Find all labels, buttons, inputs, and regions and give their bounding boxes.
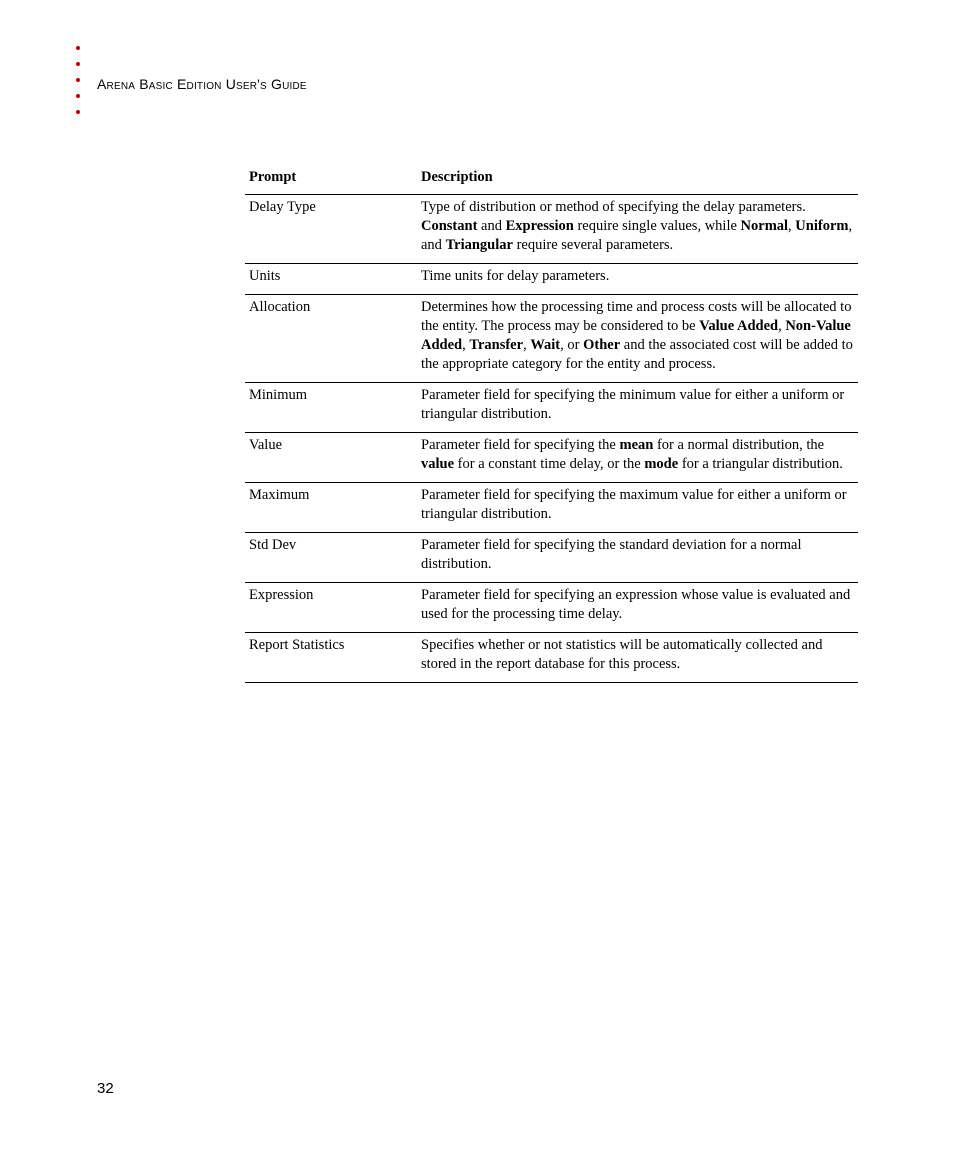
prompt-cell: Value bbox=[245, 433, 417, 483]
description-text: Parameter field for specifying the maximum value for either a uniform or triangular distribution. bbox=[421, 487, 847, 522]
description-cell bbox=[417, 264, 858, 295]
margin-bullets bbox=[73, 46, 83, 126]
prompt-cell: Allocation bbox=[245, 295, 417, 383]
bullet-dot bbox=[76, 110, 80, 114]
bold-term: Non-Value Added bbox=[421, 318, 851, 353]
column-header-prompt: Prompt bbox=[245, 166, 417, 195]
description-cell bbox=[417, 583, 858, 633]
prompt-cell: Maximum bbox=[245, 483, 417, 533]
description-cell bbox=[417, 533, 858, 583]
bullet-dot bbox=[76, 94, 80, 98]
description-text: , bbox=[778, 318, 786, 334]
bold-term: value bbox=[421, 456, 455, 472]
description-cell bbox=[417, 633, 858, 683]
prompt-cell: Expression bbox=[245, 583, 417, 633]
description-text: for a normal distribution, the bbox=[653, 437, 825, 453]
prompt-cell: Std Dev bbox=[245, 533, 417, 583]
bullet-dot bbox=[76, 62, 80, 66]
description-cell bbox=[417, 295, 858, 383]
description-cell bbox=[417, 383, 858, 433]
table-row bbox=[245, 633, 858, 683]
prompt-cell: Minimum bbox=[245, 383, 417, 433]
description-text: Parameter field for specifying the minimum value for either a uniform or triangular distribution. bbox=[421, 387, 845, 422]
description-text: Time units for delay parameters. bbox=[421, 268, 610, 284]
prompt-cell: Units bbox=[245, 264, 417, 295]
column-header-description: Description bbox=[417, 166, 858, 195]
table-row bbox=[245, 483, 858, 533]
table-body bbox=[245, 195, 858, 683]
description-text: Parameter field for specifying the bbox=[421, 437, 620, 453]
table-row bbox=[245, 264, 858, 295]
bullet-dot bbox=[76, 78, 80, 82]
description-text: , and bbox=[421, 218, 853, 253]
description-text: for a triangular distribution. bbox=[678, 456, 843, 472]
bold-term: Normal bbox=[740, 218, 789, 234]
bold-term: mode bbox=[644, 456, 679, 472]
bold-term: Wait bbox=[530, 337, 561, 353]
prompt-cell: Delay Type bbox=[245, 195, 417, 264]
description-text: Type of distribution or method of specifying the delay parameters. bbox=[421, 199, 806, 215]
table-row bbox=[245, 383, 858, 433]
running-header: Arena Basic Edition User's Guide bbox=[97, 76, 307, 92]
description-cell bbox=[417, 483, 858, 533]
description-text: Parameter field for specifying an expression whose value is evaluated and used for the processing time delay. bbox=[421, 587, 851, 622]
prompt-description-table bbox=[245, 166, 858, 683]
description-text: , bbox=[788, 218, 796, 234]
description-cell bbox=[417, 433, 858, 483]
prompt-table-container bbox=[245, 166, 858, 683]
table-row bbox=[245, 433, 858, 483]
table-row bbox=[245, 583, 858, 633]
table-row bbox=[245, 533, 858, 583]
bold-term: Constant bbox=[421, 218, 478, 234]
bold-term: Triangular bbox=[445, 237, 513, 253]
description-text: , or bbox=[560, 337, 584, 353]
prompt-cell: Report Statistics bbox=[245, 633, 417, 683]
table-row bbox=[245, 295, 858, 383]
table-row bbox=[245, 195, 858, 264]
description-cell bbox=[417, 195, 858, 264]
description-text: require single values, while bbox=[573, 218, 741, 234]
description-text: require several parameters. bbox=[512, 237, 674, 253]
description-text: Specifies whether or not statistics will be automatically collected and stored in the report database for this process. bbox=[421, 637, 823, 672]
description-text: and bbox=[477, 218, 506, 234]
description-text: Determines how the processing time and process costs will be allocated to the entity. The process may be considered to be bbox=[421, 299, 852, 334]
page-number: 32 bbox=[97, 1080, 114, 1097]
bold-term: mean bbox=[619, 437, 654, 453]
description-text: , bbox=[462, 337, 470, 353]
bold-term: Transfer bbox=[469, 337, 524, 353]
bullet-dot bbox=[76, 46, 80, 50]
description-text: Parameter field for specifying the standard deviation for a normal distribution. bbox=[421, 537, 802, 572]
table-header-row bbox=[245, 166, 858, 195]
description-text: and the associated cost will be added to the appropriate category for the entity and process. bbox=[421, 337, 853, 372]
bold-term: Other bbox=[583, 337, 621, 353]
bold-term: Expression bbox=[505, 218, 574, 234]
description-text: , bbox=[523, 337, 531, 353]
bold-term: Uniform bbox=[795, 218, 849, 234]
description-text: for a constant time delay, or the bbox=[454, 456, 645, 472]
bold-term: Value Added bbox=[699, 318, 779, 334]
